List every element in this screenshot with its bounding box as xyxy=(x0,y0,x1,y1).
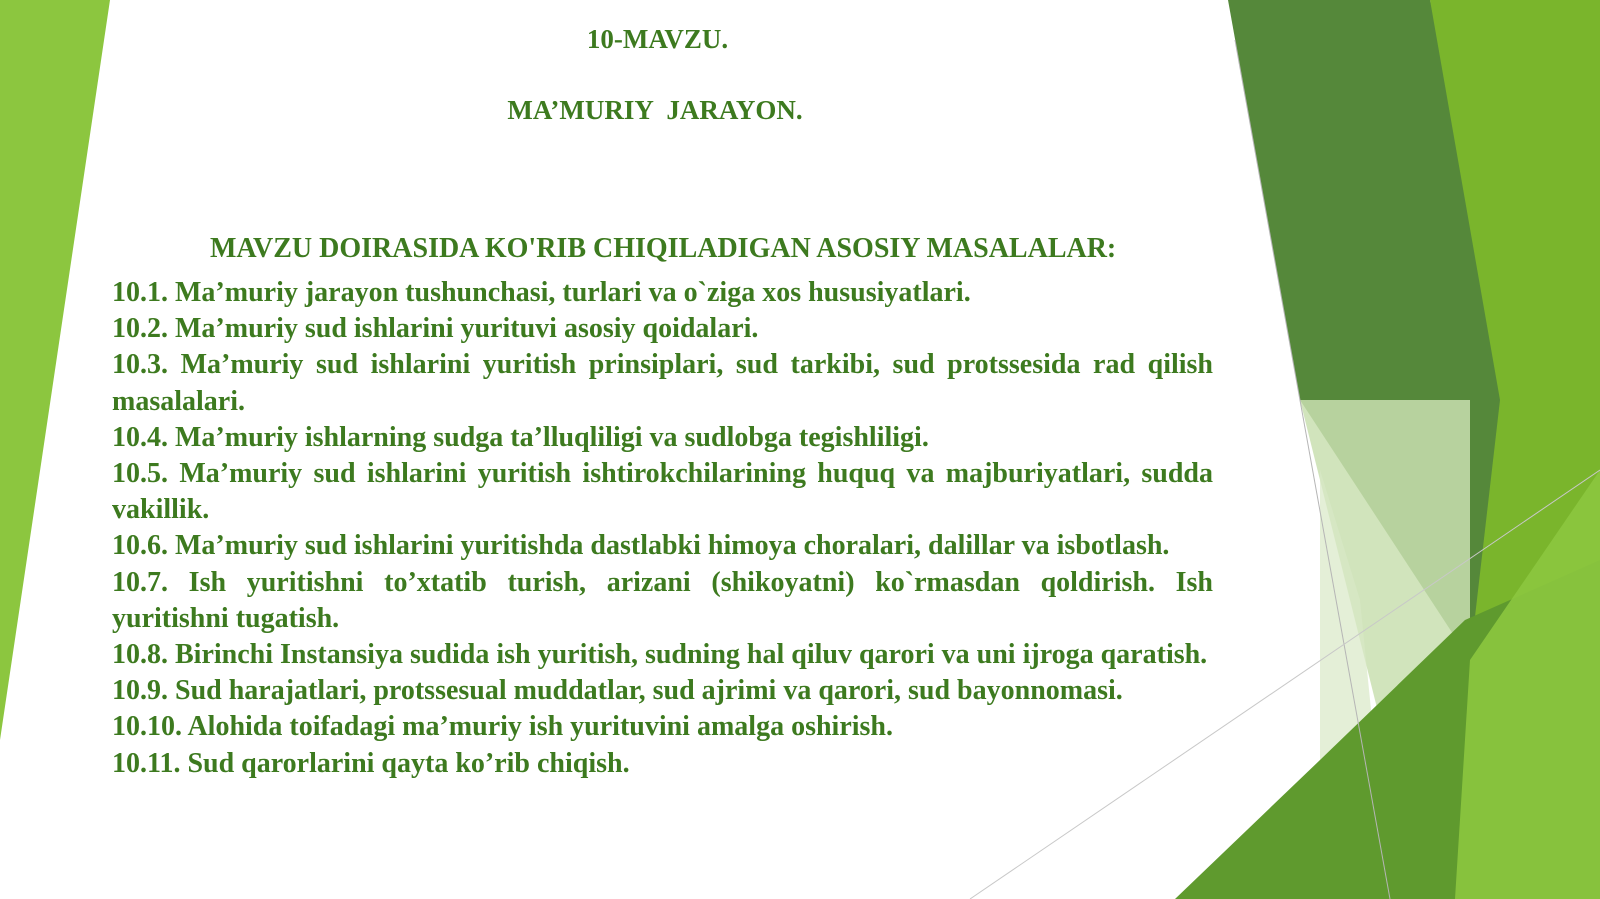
slide-subtitle-title: MA’MURIY JARAYON. xyxy=(507,95,803,125)
list-item: 10.5. Ma’muriy sud ishlarini yuritish ishtirokchilarining huquq va majburiyatlari, sudda vakillik. xyxy=(112,458,1213,526)
list-item: 10.2. Ma’muriy sud ishlarini yurituvi asosiy qoidalari. xyxy=(112,313,759,345)
topic-list xyxy=(112,275,1213,782)
list-item: 10.10. Alohida toifadagi ma’muriy ish yurituvini amalga oshirish. xyxy=(112,711,893,743)
list-item: 10.6. Ma’muriy sud ishlarini yuritishda dastlabki himoya choralari, dalillar va isbotlash. xyxy=(112,530,1170,562)
list-item: 10.3. Ma’muriy sud ishlarini yuritish prinsiplari, sud tarkibi, sud protssesida rad qilish masalalari. xyxy=(112,349,1213,417)
list-item: 10.1. Ma’muriy jarayon tushunchasi, turlari va o`ziga xos hususiyatlari. xyxy=(112,277,971,308)
list-item: 10.7. Ish yuritishni to’xtatib turish, arizani (shikoyatni) ko`rmasdan qoldirish. Ish yuritishni tugatish. xyxy=(112,566,1213,634)
list-item: 10.4. Ma’muriy ishlarning sudga ta’lluqliligi va sudlobga tegishliligi. xyxy=(112,421,929,453)
list-item: 10.8. Birinchi Instansiya sudida ish yuritish, sudning hal qiluv qarori va uni ijroga qaratish. xyxy=(112,639,1208,671)
section-heading: MAVZU DOIRASIDA KO'RIB CHIQILADIGAN ASOSIY MASALALAR: xyxy=(210,233,1117,264)
slide-title: 10-MAVZU. xyxy=(586,24,729,54)
list-item: 10.11. Sud qarorlarini qayta ko’rib chiqish. xyxy=(112,747,630,779)
list-item: 10.9. Sud harajatlari, protssesual muddatlar, sud ajrimi va qarori, sud bayonnomasi. xyxy=(112,675,1123,707)
